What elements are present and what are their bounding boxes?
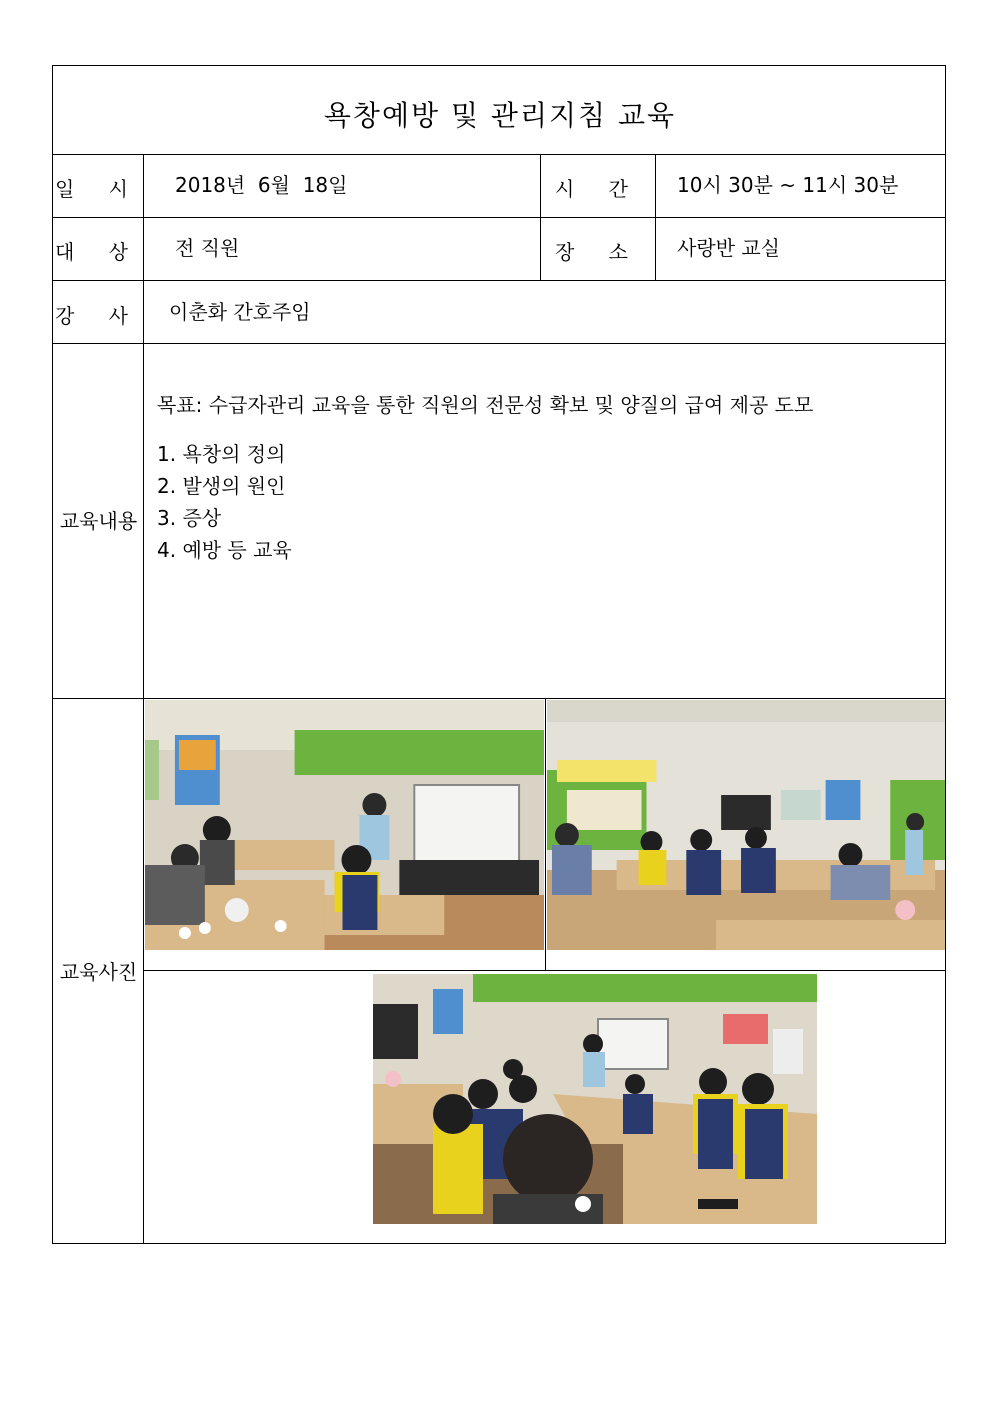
row-divider xyxy=(53,698,945,699)
list-item: 3. 증상 xyxy=(157,506,222,530)
row-divider xyxy=(53,154,945,155)
row-divider xyxy=(53,280,945,281)
education-photo-1 xyxy=(145,700,544,950)
education-goal: 목표: 수급자관리 교육을 통한 직원의 전문성 확보 및 양질의 급여 제공 도모 xyxy=(157,393,814,417)
target-value: 전 직원 xyxy=(175,236,240,260)
time-value: 10시 30분 ~ 11시 30분 xyxy=(677,173,899,197)
document-title: 욕창예방 및 관리지침 교육 xyxy=(323,99,677,132)
list-item: 4. 예방 등 교육 xyxy=(157,538,292,562)
photo-row-divider xyxy=(144,970,945,971)
place-value: 사랑반 교실 xyxy=(677,236,780,260)
list-item: 1. 욕창의 정의 xyxy=(157,442,286,466)
row-divider xyxy=(53,343,945,344)
education-record-form xyxy=(52,65,946,1244)
row-divider xyxy=(53,217,945,218)
target-label: 대 상 xyxy=(55,240,142,264)
date-value: 2018년 6월 18일 xyxy=(175,173,348,197)
photo-column-divider xyxy=(545,698,546,970)
date-label: 일 시 xyxy=(55,177,142,201)
lecturer-value: 이춘화 간호주임 xyxy=(169,300,311,324)
photos-label: 교육사진 xyxy=(59,960,138,984)
content-label: 교육내용 xyxy=(59,509,138,533)
lecturer-label: 강 사 xyxy=(55,304,142,328)
education-photo-3 xyxy=(373,974,817,1224)
time-label: 시 간 xyxy=(555,177,642,201)
education-photo-2 xyxy=(547,700,945,950)
place-label: 장 소 xyxy=(555,240,642,264)
list-item: 2. 발생의 원인 xyxy=(157,474,286,498)
